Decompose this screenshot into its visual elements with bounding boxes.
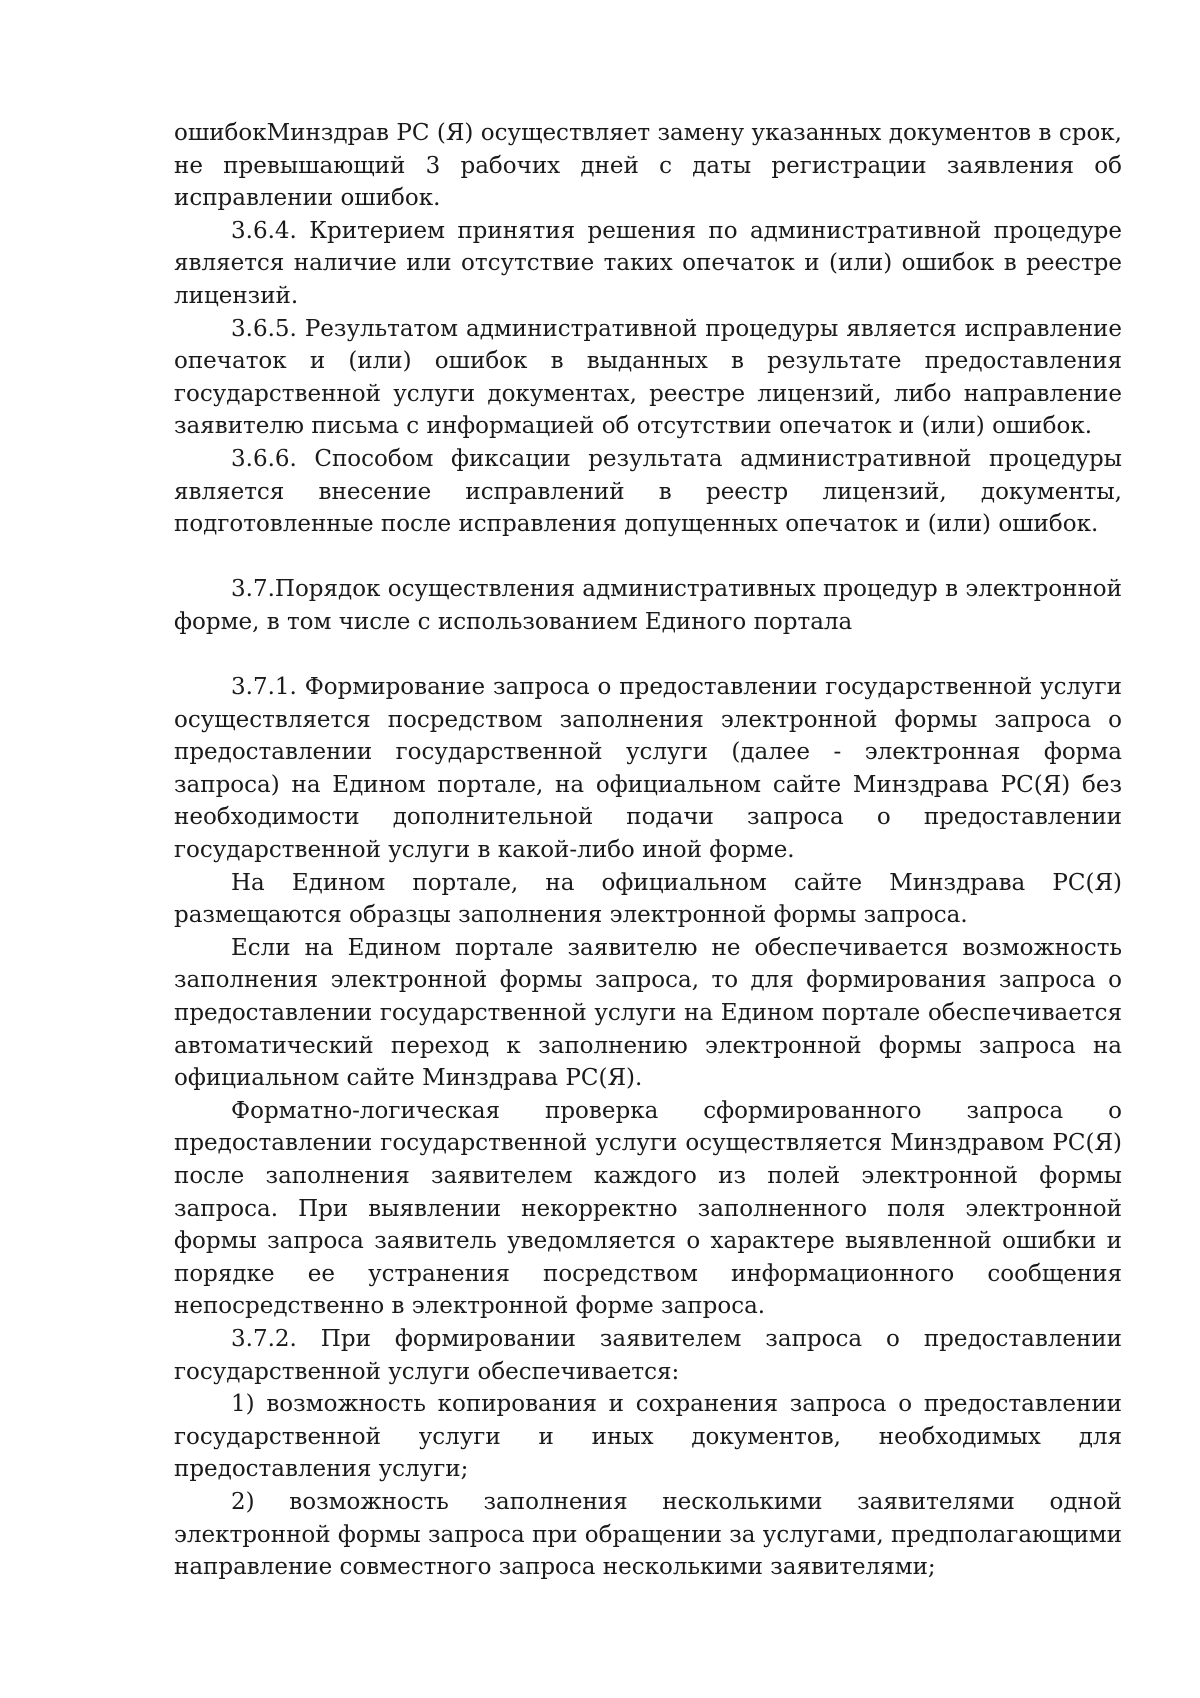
document-page bbox=[174, 117, 1122, 1584]
paragraph-format-check: Форматно-логическая проверка сформированного запроса о предоставлении государственной услуги осуществляется Минздравом РС(Я) после заполнения заявителем каждого из полей электронной формы запроса. При выявлении некорректно заполненного поля электронной формы запроса заявитель уведомляется о характере выявленной ошибки и порядке ее устранения посредством информационного сообщения непосредственно в электронной форме запроса. bbox=[174, 1097, 1122, 1320]
paragraph-3-7-2: 3.7.2. При формировании заявителем запроса о предоставлении государственной услуги обеспечивается: bbox=[174, 1325, 1122, 1385]
paragraph-error-replacement: ошибокМинздрав РС (Я) осуществляет замену указанных документов в срок, не превышающий 3 рабочих дней с даты регистрации заявления об исправлении ошибок. bbox=[174, 120, 1122, 212]
list-item-1: 1) возможность копирования и сохранения запроса о предоставлении государственной услуги и иных документов, необходимых для предоставления услуги; bbox=[174, 1391, 1122, 1483]
spacer bbox=[174, 639, 1122, 672]
paragraph-3-6-6: 3.6.6. Способом фиксации результата административной процедуры является внесение исправлений в реестр лицензий, документы, подготовленные после исправления допущенных опечаток и (или) ошибок. bbox=[174, 445, 1122, 538]
paragraph-3-6-5: 3.6.5. Результатом административной процедуры является исправление опечаток и (или) ошибок в выданных в результате предоставления государственной услуги документах, реестре лицензий, либо направление заявителю письма с информацией об отсутствии опечаток и (или) ошибок. bbox=[174, 315, 1122, 440]
paragraph-3-6-4: 3.6.4. Критерием принятия решения по административной процедуре является наличие или отсутствие таких опечаток и (или) ошибок в реестре лицензий. bbox=[174, 217, 1122, 309]
paragraph-auto-transition: Если на Едином портале заявителю не обеспечивается возможность заполнения электронной формы запроса, то для формирования запроса о предоставлении государственной услуги на Едином портале обеспечивается автоматический переход к заполнению электронной формы запроса на официальном сайте Минздрава РС(Я). bbox=[174, 934, 1122, 1092]
list-item-2: 2) возможность заполнения несколькими заявителями одной электронной формы запроса при обращении за услугами, предполагающими направление совместного запроса несколькими заявителями; bbox=[174, 1488, 1122, 1581]
spacer bbox=[174, 541, 1122, 574]
paragraph-samples: На Едином портале, на официальном сайте Минздрава РС(Я) размещаются образцы заполнения электронной формы запроса. bbox=[174, 869, 1122, 929]
section-heading-3-7: 3.7.Порядок осуществления административных процедур в электронной форме, в том числе с использованием Единого портала bbox=[174, 576, 1122, 635]
paragraph-3-7-1: 3.7.1. Формирование запроса о предоставлении государственной услуги осуществляется посредством заполнения электронной формы запроса о предоставлении государственной услуги (далее - электронная форма запроса) на Едином портале, на официальном сайте Минздрава РС(Я) без необходимости дополнительной подачи запроса о предоставлении государственной услуги в какой-либо иной форме. bbox=[174, 674, 1122, 864]
